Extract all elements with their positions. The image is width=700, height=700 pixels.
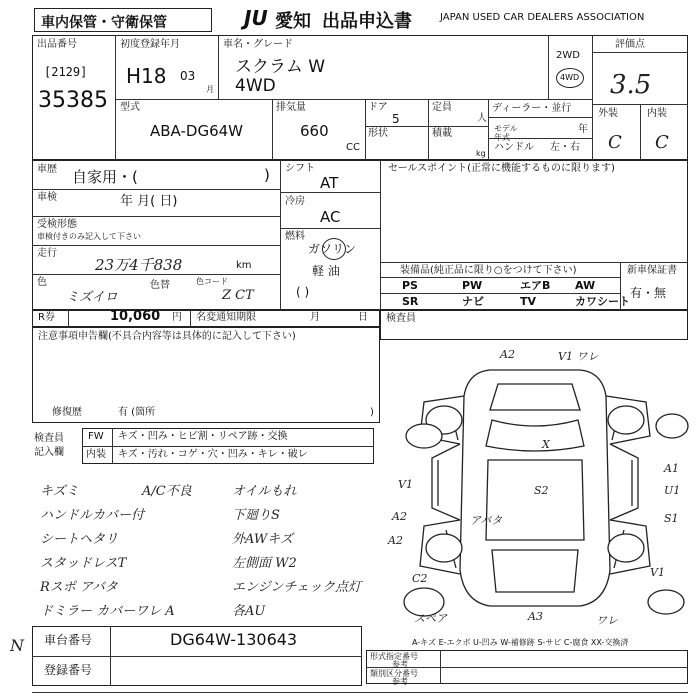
name-change-label: 名変通知期限 [196, 312, 256, 323]
doors-label: ドア [368, 102, 388, 113]
handwritten-ac-note: A/C不良 [142, 484, 192, 499]
score-label: 評価点 [615, 39, 645, 50]
interior-items-label: 内装 [86, 449, 106, 460]
color-label: 色 [37, 277, 47, 288]
handwritten-note: Rスポ アバタ [40, 580, 118, 595]
dealer-label: ディーラー・並行 [492, 103, 572, 114]
diagram-damage-mark: C2 [412, 572, 428, 585]
fuel-diesel: 軽 油 [312, 264, 340, 278]
inspection-value: 年 月( 日) [120, 194, 178, 209]
handwritten-note: ドミラー カバーワレ A [40, 604, 175, 619]
fuel-selected-circle [322, 238, 346, 260]
handwritten-note: 各AU [232, 604, 266, 619]
top-block [32, 35, 688, 160]
diagram-damage-mark: S2 [534, 484, 549, 497]
handwritten-note: 下廻りS [232, 508, 280, 523]
model-year-label: モデル 年式 [494, 124, 518, 142]
frame-number-label: 車台番号 [44, 633, 93, 647]
model-code-label: 型式 [120, 102, 140, 113]
diagram-damage-mark: X [542, 438, 550, 451]
handwritten-note: シートヘタリ [40, 532, 119, 547]
displacement-unit: CC [346, 142, 360, 153]
inspection-form-label: 受検形態 [37, 219, 77, 230]
r-ticket-label: R券 [38, 312, 55, 323]
diagram-damage-mark: A3 [528, 610, 543, 623]
handle-label: ハンドル [494, 142, 534, 153]
ju-logo: JU [244, 6, 268, 30]
handwritten-note: キズミ [40, 484, 79, 499]
inspection-form-note: 車検付きのみ記入して下さい [37, 232, 141, 241]
inspector-label: 検査員 [386, 313, 416, 324]
fw-items: キズ・凹み・ヒビ割・リペア跡・交換 [118, 431, 288, 442]
lot-number: 35385 [38, 88, 108, 113]
diagram-damage-mark: V1 [398, 478, 413, 491]
inspector-stamp-box [380, 310, 688, 340]
use-value: 自家用・( [72, 168, 138, 186]
registration-month: 03 [180, 69, 196, 83]
load-label: 積載 [432, 128, 452, 139]
first-registration-label: 初度登録年月 [120, 39, 180, 50]
storage-badge-text: 車内保管・守衛保管 [41, 15, 167, 31]
equipment-item: PS [402, 279, 418, 292]
diagram-damage-mark: A1 [664, 462, 679, 475]
interior-grade: C [655, 132, 669, 153]
ac-label: 冷房 [285, 196, 305, 207]
handwritten-note: スタッドレスT [40, 556, 127, 571]
diagram-damage-mark: アバタ [470, 514, 503, 527]
shift-value: AT [320, 174, 339, 192]
diagram-damage-mark: ワレ [596, 614, 618, 627]
diagram-damage-mark: S1 [664, 512, 679, 525]
equipment-item: TV [520, 295, 537, 308]
diagram-damage-mark: A2 [388, 534, 403, 547]
trans-2wd: 2WD [556, 50, 580, 61]
repair-history-label: 修復歴 [52, 407, 82, 418]
year-unit: 年 [578, 124, 588, 135]
interior-items: キズ・汚れ・コゲ・穴・凹み・キレ・破レ [118, 449, 308, 460]
mileage: 23万4千838 [95, 256, 183, 274]
car-name-label: 車名・グレード [223, 39, 293, 50]
diagram-damage-mark: A2 [392, 510, 407, 523]
handwritten-note: エンジンチェック点灯 [232, 580, 361, 595]
org-name: 愛知 [275, 11, 311, 32]
equipment-item: PW [462, 279, 483, 292]
trans-4wd: 4WD [560, 73, 580, 82]
interior-label: 内装 [647, 108, 667, 119]
damage-legend: A-キズ E-エクボ U-凹み W-補修跡 S-サビ C-腐食 XX-交換済 [412, 638, 629, 647]
doors: 5 [392, 112, 400, 126]
recolor-label: 色替 [150, 280, 170, 291]
color-code-label: 色コード [196, 277, 228, 286]
capacity-label: 定員 [432, 102, 452, 113]
sales-point-label: セールスポイント(正常に機能するものに限ります) [388, 163, 615, 174]
equipment-item: カワシート [575, 295, 630, 308]
load-unit: kg [476, 149, 486, 158]
color-code: Z CT [222, 288, 254, 303]
class-sub-label: 参考 [392, 677, 408, 686]
equipment-label: 装備品(純正品に限り○をつけて下さい) [400, 265, 577, 276]
color-value: ミズイロ [66, 290, 118, 305]
new-car-warranty-label: 新車保証書 [627, 265, 677, 276]
model-code: ABA-DG64W [150, 122, 243, 140]
equipment-item: エアB [520, 279, 551, 292]
fuel-label: 燃料 [285, 231, 305, 242]
diagram-damage-mark: V1 ワレ [558, 350, 599, 363]
fw-label: FW [88, 431, 104, 442]
diagram-damage-mark: V1 [650, 566, 665, 579]
mileage-label: 走行 [37, 248, 57, 259]
lot-number-label: 出品番号 [37, 39, 77, 50]
handwritten-n-mark: N [10, 636, 24, 655]
frame-number: DG64W-130643 [170, 630, 298, 649]
use-close: ) [264, 166, 270, 184]
handle-options: 左・右 [550, 142, 580, 153]
displacement-label: 排気量 [276, 102, 306, 113]
class-label: 類別区分番号 [370, 669, 418, 678]
registration-month-unit: 月 [206, 85, 214, 94]
approval-label: 形式指定番号 [370, 652, 418, 661]
handwritten-note: 左側面 W2 [232, 556, 297, 571]
equipment-item: SR [402, 295, 419, 308]
capacity-unit: 人 [477, 113, 487, 124]
r-ticket-unit: 円 [172, 312, 182, 323]
inspector-entry-label: 検査員 記入欄 [34, 433, 64, 458]
handwritten-note: 外AWキズ [232, 532, 293, 547]
doc-title: 出品申込書 [322, 11, 412, 32]
name-change-month: 月 [310, 312, 320, 323]
repair-history-close: ) [370, 407, 374, 418]
car-name: スクラム W [235, 57, 326, 77]
approval-sub-label: 参考 [392, 660, 408, 669]
association-name: JAPAN USED CAR DEALERS ASSOCIATION [440, 12, 645, 23]
fuel-other: ( ) [296, 285, 310, 299]
ac-value: AC [320, 208, 341, 226]
use-label: 車歴 [37, 164, 57, 175]
diagram-damage-mark: A2 [500, 348, 515, 361]
exterior-grade: C [608, 132, 622, 153]
car-grade: 4WD [235, 76, 276, 96]
equipment-item: ナビ [462, 295, 484, 308]
new-car-warranty-options: 有・無 [630, 286, 667, 300]
repair-history-value: 有 (箇所 [118, 407, 156, 418]
lot-sub-number: [2129] [44, 65, 88, 79]
inspection-label: 車検 [37, 192, 57, 203]
displacement: 660 [300, 122, 329, 140]
mileage-unit: km [236, 260, 252, 271]
r-ticket-amount: 10,060 [110, 309, 161, 324]
fuel-gasoline: ガソリン [308, 242, 357, 256]
overall-score: 3.5 [610, 70, 652, 100]
equipment-item: AW [575, 279, 596, 292]
storage-badge [34, 8, 212, 32]
diagram-damage-mark: U1 [664, 484, 681, 497]
exterior-label: 外装 [598, 108, 618, 119]
diagram-damage-mark: スペア [414, 612, 447, 625]
shift-label: シフト [285, 163, 315, 174]
registration-era: H18 [126, 64, 167, 88]
name-change-day: 日 [358, 312, 368, 323]
handwritten-note: ハンドルカバー付 [40, 508, 145, 523]
registration-number-label: 登録番号 [44, 663, 93, 677]
handwritten-note: オイルもれ [232, 484, 297, 499]
caution-label: 注意事項申告欄(不具合内容等は具体的に記入して下さい) [38, 331, 296, 342]
shape-label: 形状 [368, 128, 388, 139]
